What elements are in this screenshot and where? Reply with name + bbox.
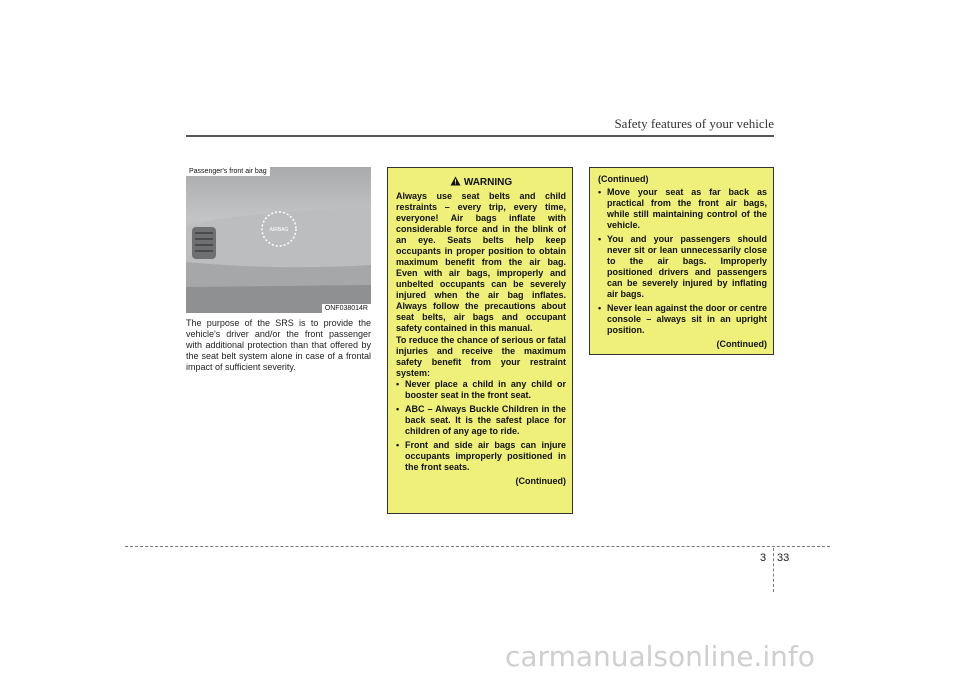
header-rule xyxy=(186,135,774,137)
figure-code: ONF038014R xyxy=(322,304,371,313)
watermark: carmanualsonline.info xyxy=(505,640,815,673)
airbag-figure xyxy=(186,167,371,313)
warning-bullet-list xyxy=(396,379,566,473)
continued-box xyxy=(589,167,774,355)
list-item: • Front and side air bags can injure occupants improperly positioned in the front seats. xyxy=(396,440,566,473)
emblem-text: AIRBAG xyxy=(269,227,289,233)
warning-title: WARNING xyxy=(463,177,513,188)
warning-box xyxy=(387,167,573,514)
air-vent-icon xyxy=(192,227,216,259)
continued-heading: (Continued) xyxy=(598,174,649,184)
body-paragraph: The purpose of the SRS is to provide the vehicle's driver and/or the front passenger with additional protection than that offered by the seat belt system alone in case of a frontal impact of sufficient severity. xyxy=(186,318,371,372)
warning-lead: To reduce the chance of serious or fatal injuries and receive the maximum safety benefit from your restraint system: xyxy=(396,335,566,378)
warning-heading xyxy=(396,176,566,188)
dashboard-illustration xyxy=(186,167,371,313)
continued-bullet-list xyxy=(598,187,767,336)
list-item: • Move your seat as far back as practical from the front air bags, while still maintaining control of the vehicle. xyxy=(598,187,767,231)
section-title: Safety features of your vehicle xyxy=(614,116,774,131)
warning-intro: Always use seat belts and child restraints – every trip, every time, everyone! Air bags inflate with considerable force and in the blink of an eye. Seats belts help keep occupants in proper position to obtain maximum benefit from the air bag. Even with air bags, improperly and unbelted occupants can be severely injured when the air bag inflates. Always follow the precautions about seat belts, air bags and occupant safety contained in this manual. xyxy=(396,191,566,333)
list-item: • Never place a child in any child or booster seat in the front seat. xyxy=(396,379,566,401)
continued-footer: (Continued) xyxy=(716,339,767,349)
warning-continued: (Continued) xyxy=(515,476,566,486)
list-item: • ABC – Always Buckle Children in the back seat. It is the safest place for children of any age to ride. xyxy=(396,404,566,437)
footer-divider xyxy=(773,548,774,592)
chapter-number: 3 xyxy=(760,552,767,564)
page-number: 33 xyxy=(777,552,790,564)
footer-rule xyxy=(125,546,830,547)
list-item: • Never lean against the door or centre console – always sit in an upright position. xyxy=(598,303,767,336)
figure-caption: Passenger's front air bag xyxy=(186,167,270,176)
list-item: • You and your passengers should never sit or lean unnecessarily close to the air bags. Improperly positioned drivers and passengers can be severely injured by inflating air bags. xyxy=(598,234,767,300)
warning-triangle-icon xyxy=(450,176,461,186)
